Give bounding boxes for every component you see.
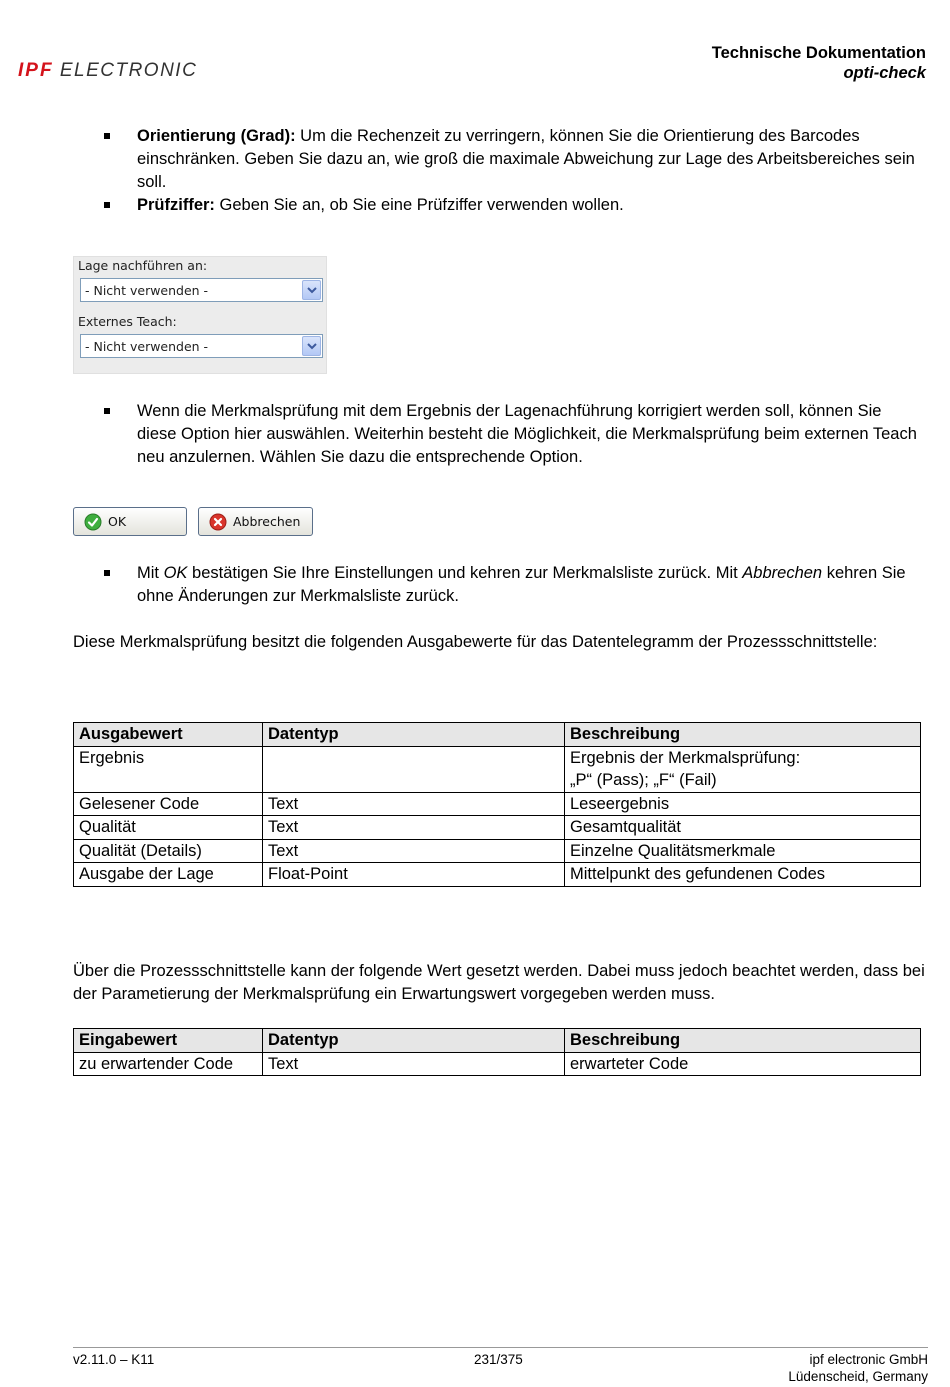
table-row bbox=[74, 792, 921, 816]
footer-divider bbox=[73, 1347, 928, 1348]
bullet-list-tracking bbox=[104, 400, 924, 469]
bullet-text: Um die Rechenzeit zu verringern, können Sie die Orientierung des Barcodes einschränken. Geben Sie dazu an, wie groß die maximale Abweichung zur Lage des Arbeitsbereiches sein soll. bbox=[137, 127, 915, 191]
column-header: Ausgabewert bbox=[74, 723, 263, 747]
table-cell bbox=[565, 746, 921, 792]
cell-line: „P“ (Pass); „F“ (Fail) bbox=[570, 771, 717, 789]
table-row bbox=[74, 816, 921, 840]
chevron-down-icon[interactable] bbox=[302, 336, 321, 356]
table-row bbox=[74, 839, 921, 863]
table-cell: Gelesener Code bbox=[74, 792, 263, 816]
table-cell: Ergebnis bbox=[74, 746, 263, 792]
column-header: Datentyp bbox=[263, 723, 565, 747]
company-logo bbox=[18, 60, 197, 82]
column-header: Eingabewert bbox=[74, 1029, 263, 1053]
select-value: - Nicht verwenden - bbox=[85, 339, 209, 354]
external-teach-label: Externes Teach: bbox=[78, 314, 177, 329]
input-values-intro: Über die Prozessschnittstelle kann der folgende Wert gesetzt werden. Dabei muss jedoch beachtet werden, dass bei der Parametierung der Merkmalsprüfung ein Erwartungswert vorgegeben werden muss. bbox=[73, 962, 925, 1003]
table-cell: Float-Point bbox=[263, 863, 565, 887]
company-location: Lüdenscheid, Germany bbox=[788, 1369, 928, 1384]
bullet-square-icon bbox=[104, 202, 110, 208]
position-tracking-label: Lage nachführen an: bbox=[78, 258, 208, 273]
table-cell: Ausgabe der Lage bbox=[74, 863, 263, 887]
table-cell: erwarteter Code bbox=[565, 1052, 921, 1076]
bullet-label: Prüfziffer: bbox=[137, 196, 215, 214]
footer-page-number: 231/375 bbox=[474, 1352, 523, 1367]
bullet-check-digit bbox=[104, 194, 924, 217]
logo-text: ELECTRONIC bbox=[59, 60, 198, 81]
table-cell: Text bbox=[263, 1052, 565, 1076]
check-icon bbox=[84, 513, 102, 534]
ok-button[interactable] bbox=[73, 507, 187, 536]
bullet-square-icon bbox=[104, 570, 110, 576]
close-icon bbox=[209, 513, 227, 534]
ok-button-label: OK bbox=[108, 514, 127, 529]
table-header-row bbox=[74, 723, 921, 747]
footer-company bbox=[788, 1351, 928, 1385]
settings-panel bbox=[73, 256, 327, 374]
input-values-table bbox=[73, 1028, 921, 1076]
select-value: - Nicht verwenden - bbox=[85, 283, 209, 298]
bullet-label: Orientierung (Grad): bbox=[137, 127, 296, 145]
table-cell: zu erwartender Code bbox=[74, 1052, 263, 1076]
document-header bbox=[712, 43, 926, 83]
external-teach-select[interactable] bbox=[80, 334, 323, 358]
logo-brand: IPF bbox=[18, 60, 54, 81]
bullet-text: Wenn die Merkmalsprüfung mit dem Ergebnis der Lagenachführung korrigiert werden soll, können Sie diese Option hier auswählen. Weiterhin besteht die Möglichkeit, die Merkmalsprüfung beim externen Teach neu anzulernen. Wählen Sie dazu die entsprechende Option. bbox=[137, 402, 917, 466]
bullet-orientation bbox=[104, 125, 924, 194]
bullet-list-buttons bbox=[104, 562, 924, 608]
footer-version: v2.11.0 – K11 bbox=[73, 1352, 155, 1367]
bullet-text: Geben Sie an, ob Sie eine Prüfziffer verwenden wollen. bbox=[214, 196, 624, 214]
table-header-row bbox=[74, 1029, 921, 1053]
company-name: ipf electronic GmbH bbox=[809, 1352, 928, 1367]
table-row bbox=[74, 1052, 921, 1076]
chevron-down-icon[interactable] bbox=[302, 280, 321, 300]
table-cell: Text bbox=[263, 839, 565, 863]
bullet-text-part: kehren Sie ohne Änderungen zur Merkmalsliste zurück. bbox=[137, 564, 906, 605]
table-cell: Qualität (Details) bbox=[74, 839, 263, 863]
product-name: opti-check bbox=[843, 64, 926, 82]
bullet-text-part: bestätigen Sie Ihre Einstellungen und kehren zur Merkmalsliste zurück. Mit bbox=[187, 564, 743, 582]
output-values-intro: Diese Merkmalsprüfung besitzt die folgenden Ausgabewerte für das Datentelegramm der Prozessschnittstelle: bbox=[73, 633, 878, 651]
bullet-text-part: Mit bbox=[137, 564, 164, 582]
table-cell: Qualität bbox=[74, 816, 263, 840]
bullet-tracking-info bbox=[104, 400, 924, 469]
doc-title: Technische Dokumentation bbox=[711, 44, 926, 62]
table-cell: Mittelpunkt des gefundenen Codes bbox=[565, 863, 921, 887]
bullet-list-options bbox=[104, 125, 924, 217]
column-header: Beschreibung bbox=[565, 1029, 921, 1053]
cell-line: Ergebnis der Merkmalsprüfung: bbox=[570, 748, 801, 767]
cancel-term: Abbrechen bbox=[742, 564, 823, 582]
position-tracking-select[interactable] bbox=[80, 278, 323, 302]
table-cell: Einzelne Qualitätsmerkmale bbox=[565, 839, 921, 863]
table-cell bbox=[263, 746, 565, 792]
bullet-buttons-info bbox=[104, 562, 924, 608]
ok-term: OK bbox=[163, 564, 188, 582]
bullet-square-icon bbox=[104, 408, 110, 414]
table-row bbox=[74, 746, 921, 792]
column-header: Beschreibung bbox=[565, 723, 921, 747]
cancel-button-label: Abbrechen bbox=[233, 514, 301, 529]
cancel-button[interactable] bbox=[198, 507, 313, 536]
table-cell: Leseergebnis bbox=[565, 792, 921, 816]
output-values-table bbox=[73, 722, 921, 887]
table-cell: Text bbox=[263, 792, 565, 816]
bullet-square-icon bbox=[104, 133, 110, 139]
column-header: Datentyp bbox=[263, 1029, 565, 1053]
table-row bbox=[74, 863, 921, 887]
table-cell: Text bbox=[263, 816, 565, 840]
table-cell: Gesamtqualität bbox=[565, 816, 921, 840]
